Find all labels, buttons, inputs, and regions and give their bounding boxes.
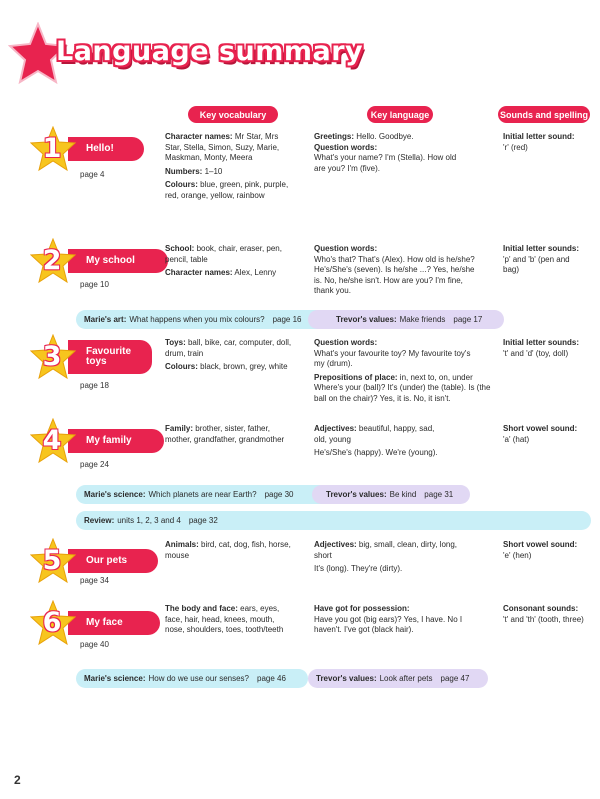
vocab-cell: Toys: ball, bike, car, computer, doll, drum, train Colours: black, brown, grey, white [165, 338, 292, 371]
trevor-values-link[interactable]: Trevor's values: Look after pets page 47 [308, 669, 488, 688]
unit-number: 2 [42, 245, 62, 276]
language-cell: Adjectives: big, small, clean, dirty, long, short It's (long). They're (dirty). [314, 540, 458, 573]
header-key-vocabulary: Key vocabulary [188, 106, 278, 123]
review-link[interactable]: Review: units 1, 2, 3 and 4 page 32 [76, 511, 591, 530]
unit-page: page 24 [80, 460, 109, 469]
marie-science-link[interactable]: Marie's science: Which planets are near Earth? page 30 [76, 485, 336, 504]
language-cell: Question words: What's your favourite toy? My favourite toy's my (drum). Prepositions of place: in, next to, on, under Where's your (ball)? It's (under) the (table). Is (the ball on the chair)? Yes, it is. No, it isn't. [314, 338, 491, 403]
unit-badge [30, 126, 140, 172]
sounds-cell: Initial letter sounds: 'p' and 'b' (pen and bag) [503, 244, 580, 274]
unit-number: 1 [42, 133, 62, 164]
unit-page: page 10 [80, 280, 109, 289]
unit-page: page 4 [80, 170, 105, 179]
unit-title: My face [68, 611, 160, 635]
header-key-language: Key language [367, 106, 433, 123]
marie-art-link[interactable]: Marie's art: What happens when you mix colours? page 16 [76, 310, 331, 329]
sounds-cell: Short vowel sound: 'a' (hat) [503, 424, 578, 444]
language-cell: Adjectives: beautiful, happy, sad, old, young He's/She's (happy). We're (young). [314, 424, 438, 457]
sounds-cell: Initial letter sound: 'r' (red) [503, 132, 575, 152]
unit-badge [30, 334, 140, 380]
unit-title: Our pets [68, 549, 158, 573]
unit-number: 6 [42, 607, 62, 638]
unit-badge [30, 238, 140, 284]
vocab-cell: Character names: Mr Star, Mrs Star, Stella, Simon, Suzy, Marie, Maskman, Monty, Meera Numbers: 1–10 Colours: blue, green, pink, purple, red, orange, yellow, rainbow [165, 132, 289, 200]
page-number: 2 [14, 773, 21, 787]
unit-number: 4 [42, 425, 62, 456]
unit-number: 3 [42, 341, 62, 372]
language-cell: Greetings: Hello. Goodbye. Question words: What's your name? I'm (Stella). How old are you? I'm (five). [314, 132, 457, 173]
header-sounds-spelling: Sounds and spelling [498, 106, 590, 123]
vocab-cell: Family: brother, sister, father, mother, grandfather, grandmother [165, 424, 285, 444]
vocab-cell: The body and face: ears, eyes, face, hair, head, knees, mouth, nose, shoulders, toes, tooth/teeth [165, 604, 284, 634]
unit-title: Favourite toys [68, 340, 152, 374]
vocab-cell: Animals: bird, cat, dog, fish, horse, mouse [165, 540, 291, 560]
sounds-cell: Consonant sounds: 't' and 'th' (tooth, three) [503, 604, 584, 624]
unit-page: page 34 [80, 576, 109, 585]
unit-title: My school [68, 249, 168, 273]
trevor-values-link[interactable]: Trevor's values: Be kind page 31 [312, 485, 470, 504]
unit-page: page 40 [80, 640, 109, 649]
sounds-cell: Short vowel sound: 'e' (hen) [503, 540, 578, 560]
unit-number: 5 [42, 545, 62, 576]
unit-title: Hello! [68, 137, 144, 161]
page-title: Language summary [56, 36, 364, 67]
marie-science-link[interactable]: Marie's science: How do we use our senses? page 46 [76, 669, 308, 688]
trevor-values-link[interactable]: Trevor's values: Make friends page 17 [308, 310, 504, 329]
language-cell: Question words: Who's that? That's (Alex). How old is he/she? He's/She's (seven). Is he/she ...? Yes, he/she is. No, he/she isn't. How are you? I'm fine, thank you. [314, 244, 475, 295]
title-banner [8, 22, 388, 86]
unit-title: My family [68, 429, 164, 453]
unit-page: page 18 [80, 381, 109, 390]
vocab-cell: School: book, chair, eraser, pen, pencil, table Character names: Alex, Lenny [165, 244, 282, 277]
unit-badge [30, 418, 140, 464]
sounds-cell: Initial letter sounds: 't' and 'd' (toy, doll) [503, 338, 580, 358]
language-cell: Have got for possession: Have you got (big ears)? Yes, I have. No I haven't. I've got (black hair). [314, 604, 463, 634]
